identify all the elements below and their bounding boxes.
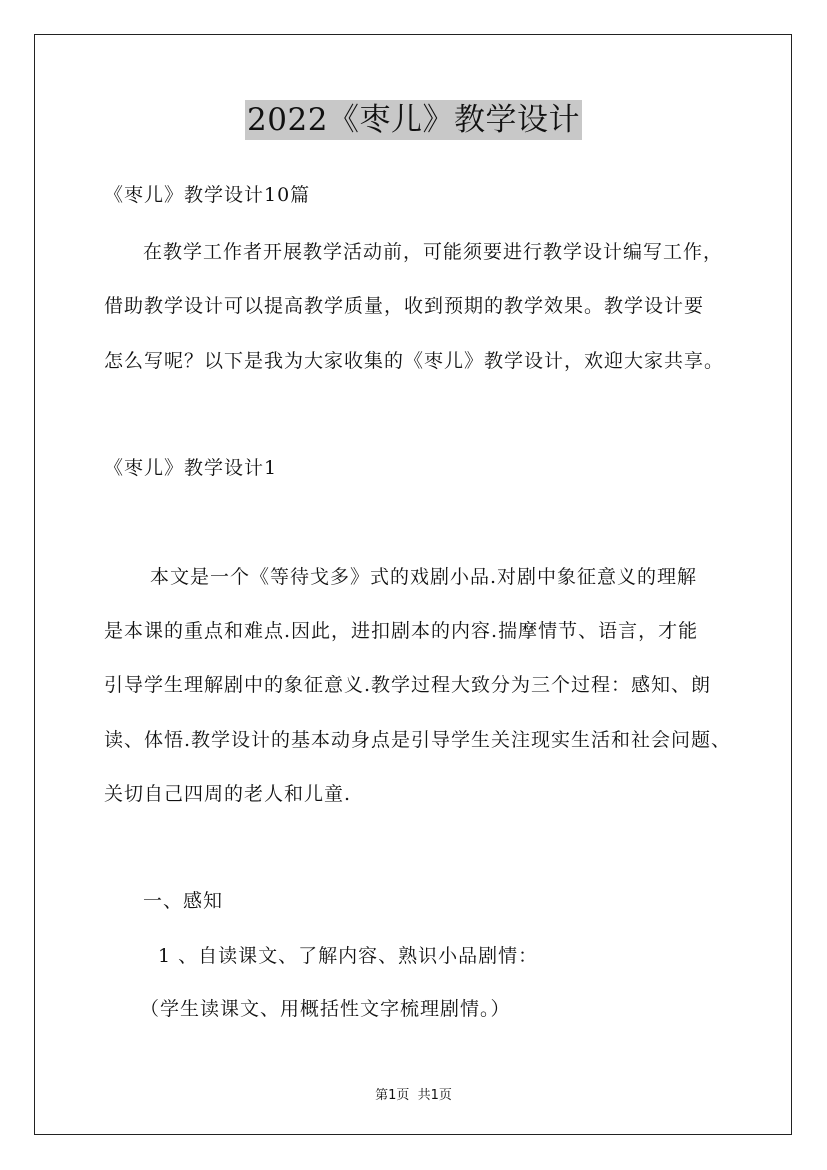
intro-line-2: 借助教学设计可以提高教学质量，收到预期的教学效果。教学设计要 xyxy=(104,295,705,317)
page-footer xyxy=(0,1084,827,1103)
step-item: 1 、自读课文、了解内容、熟识小品剧情： xyxy=(158,945,539,967)
body-line-1: 本文是一个《等待戈多》式的戏剧小品.对剧中象征意义的理解 xyxy=(150,566,698,588)
step-note: （学生读课文、用概括性文字梳理剧情。） xyxy=(140,998,511,1020)
intro-line-1: 在教学工作者开展教学活动前，可能须要进行教学设计编写工作， xyxy=(143,241,724,263)
page-total: 共1页 xyxy=(417,1088,452,1103)
document-title: 2022《枣儿》教学设计 xyxy=(247,102,580,138)
body-line-4: 读、体悟.教学设计的基本动身点是引导学生关注现实生活和社会问题、 xyxy=(104,729,732,751)
body-line-5: 关切自己四周的老人和儿童. xyxy=(104,783,352,805)
step-heading: 一、感知 xyxy=(143,890,224,912)
body-line-3: 引导学生理解剧中的象征意义.教学过程大致分为三个过程：感知、朗 xyxy=(104,674,712,696)
page-number: 第1页 xyxy=(375,1088,410,1103)
document-subtitle: 《枣儿》教学设计10篇 xyxy=(104,184,311,206)
body-line-2: 是本课的重点和难点.因此，进扣剧本的内容.揣摩情节、语言，才能 xyxy=(104,620,699,642)
section-heading: 《枣儿》教学设计1 xyxy=(104,457,278,479)
intro-line-3: 怎么写呢？以下是我为大家收集的《枣儿》教学设计，欢迎大家共享。 xyxy=(104,350,725,372)
title-container xyxy=(0,100,827,140)
